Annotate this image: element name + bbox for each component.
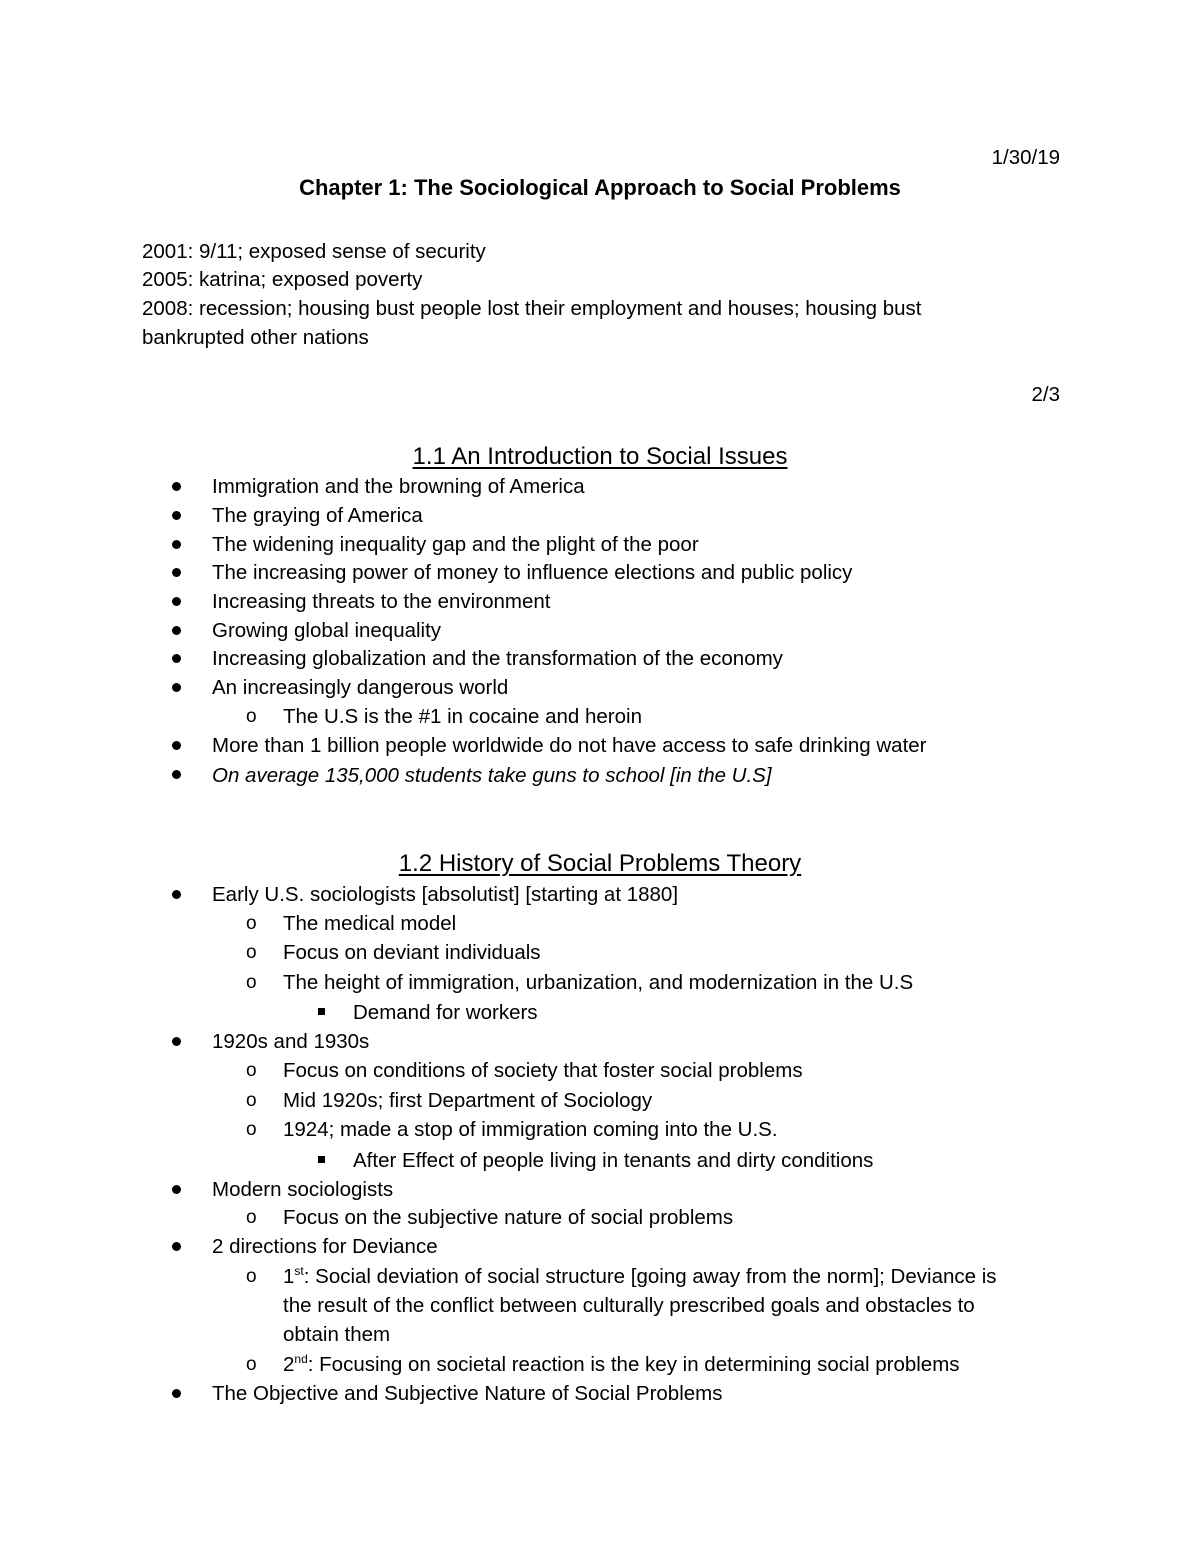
section-heading-1-2: 1.2 History of Social Problems Theory — [398, 850, 802, 877]
timeline-line: bankrupted other nations — [142, 326, 369, 349]
ordinal-number: 2 — [283, 1353, 295, 1376]
list-subitem-second-direction — [283, 1352, 960, 1376]
list-item: More than 1 billion people worldwide do not have access to safe drinking water — [212, 734, 927, 757]
circle-bullet-icon: o — [246, 1090, 257, 1111]
timeline-line: 2008: recession; housing bust people lost their employment and houses; housing bust — [142, 297, 922, 320]
list-subitem: Mid 1920s; first Department of Sociology — [283, 1089, 653, 1112]
list-subitem-continuation: the result of the conflict between culturally prescribed goals and obstacles to — [283, 1294, 975, 1317]
circle-bullet-icon: o — [246, 1266, 257, 1287]
circle-bullet-icon: o — [246, 1119, 257, 1140]
circle-bullet-icon: o — [246, 1207, 257, 1228]
list-item: On average 135,000 students take guns to school [in the U.S] — [212, 764, 772, 787]
list-item: Increasing threats to the environment — [212, 590, 551, 613]
circle-bullet-icon: o — [246, 913, 257, 934]
circle-bullet-icon: o — [246, 972, 257, 993]
list-item: The increasing power of money to influence elections and public policy — [212, 561, 853, 584]
bullet-icon — [172, 1037, 181, 1046]
list-item: The graying of America — [212, 504, 423, 527]
list-item: Modern sociologists — [212, 1178, 394, 1201]
item-text: : Social deviation of social structure [going away from the norm]; Deviance is — [303, 1265, 997, 1288]
timeline-line: 2005: katrina; exposed poverty — [142, 268, 423, 291]
ordinal-suffix: nd — [294, 1352, 308, 1366]
page-title: Chapter 1: The Sociological Approach to Social Problems — [299, 175, 901, 200]
list-subitem: Focus on deviant individuals — [283, 941, 541, 964]
list-subitem: Focus on conditions of society that foster social problems — [283, 1059, 803, 1082]
bullet-icon — [172, 511, 181, 520]
list-subitem-continuation: obtain them — [283, 1323, 391, 1346]
bullet-icon — [172, 770, 181, 779]
circle-bullet-icon: o — [246, 1060, 257, 1081]
list-item: The Objective and Subjective Nature of Social Problems — [212, 1382, 723, 1405]
circle-bullet-icon: o — [246, 942, 257, 963]
bullet-icon — [172, 1242, 181, 1251]
list-subsubitem: After Effect of people living in tenants and dirty conditions — [353, 1149, 874, 1172]
section-heading-1-1: 1.1 An Introduction to Social Issues — [412, 443, 788, 470]
bullet-icon — [172, 482, 181, 491]
list-subitem-first-direction — [283, 1264, 997, 1288]
bullet-icon — [172, 1185, 181, 1194]
list-subsubitem: Demand for workers — [353, 1001, 538, 1024]
list-item: An increasingly dangerous world — [212, 676, 509, 699]
square-bullet-icon — [318, 1008, 325, 1015]
circle-bullet-icon: o — [246, 706, 257, 727]
bullet-icon — [172, 890, 181, 899]
bullet-icon — [172, 540, 181, 549]
list-subitem: 1924; made a stop of immigration coming into the U.S. — [283, 1118, 778, 1141]
list-item: Increasing globalization and the transformation of the economy — [212, 647, 783, 670]
list-item: The widening inequality gap and the plight of the poor — [212, 533, 699, 556]
date-1: 1/30/19 — [991, 146, 1060, 169]
list-item: Growing global inequality — [212, 619, 442, 642]
list-item: 1920s and 1930s — [212, 1030, 370, 1053]
list-subitem: The medical model — [283, 912, 457, 935]
list-subitem: The U.S is the #1 in cocaine and heroin — [283, 705, 642, 728]
list-item: 2 directions for Deviance — [212, 1235, 438, 1258]
ordinal-number: 1 — [283, 1265, 295, 1288]
bullet-icon — [172, 568, 181, 577]
bullet-icon — [172, 654, 181, 663]
bullet-icon — [172, 741, 181, 750]
list-subitem: The height of immigration, urbanization, and modernization in the U.S — [283, 971, 914, 994]
bullet-icon — [172, 1389, 181, 1398]
bullet-icon — [172, 626, 181, 635]
ordinal-suffix: st — [294, 1264, 304, 1278]
date-2: 2/3 — [1031, 383, 1060, 406]
list-subitem: Focus on the subjective nature of social problems — [283, 1206, 734, 1229]
item-text: : Focusing on societal reaction is the key in determining social problems — [307, 1353, 960, 1376]
square-bullet-icon — [318, 1156, 325, 1163]
list-item: Immigration and the browning of America — [212, 475, 585, 498]
circle-bullet-icon: o — [246, 1354, 257, 1375]
timeline-line: 2001: 9/11; exposed sense of security — [142, 240, 486, 263]
bullet-icon — [172, 597, 181, 606]
list-item: Early U.S. sociologists [absolutist] [starting at 1880] — [212, 883, 679, 906]
bullet-icon — [172, 683, 181, 692]
